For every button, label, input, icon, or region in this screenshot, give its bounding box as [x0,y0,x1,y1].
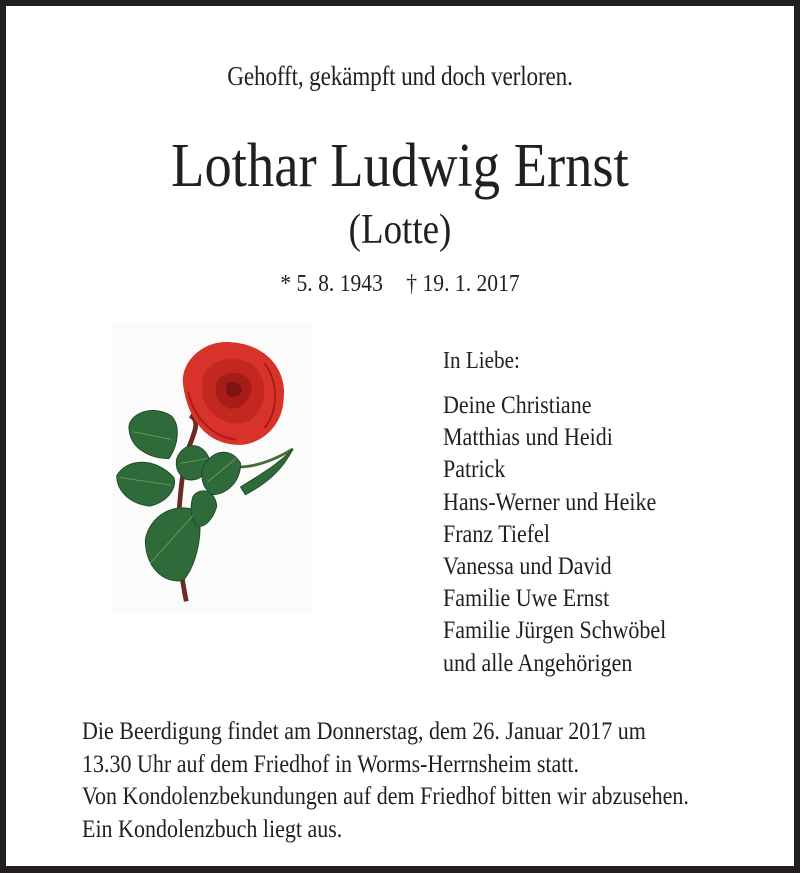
mourner-item: Vanessa und David [443,553,612,581]
mourner-item: Deine Christiane [443,392,592,419]
birth-date: * 5. 8. 1943 [280,271,383,297]
red-rose-icon [112,322,312,614]
mourner-item: Familie Jürgen Schwöbel [443,617,667,645]
mourner-item: Hans-Werner und Heike [443,488,657,516]
mourner-item: Franz Tiefel [443,520,550,548]
life-dates [45,270,754,298]
mourners-heading: In Liebe: [443,348,520,374]
deceased-nickname: (Lotte) [348,207,452,253]
notice-line: Die Beerdigung findet am Donnerstag, dem 26. Januar 2017 um [82,718,646,745]
notice-line: Ein Kondolenzbuch liegt aus. [82,815,343,843]
deceased-name: Lothar Ludwig Ernst [171,132,629,200]
notice-line: 13.30 Uhr auf dem Friedhof in Worms-Herrnsheim statt. [82,750,580,778]
mourners-list [443,346,697,680]
mourner-item: Patrick [443,456,506,484]
mourner-item: Matthias und Heidi [443,424,613,452]
motto: Gehofft, gekämpft und doch verloren. [227,61,573,91]
notice-line: Von Kondolenzbekundungen auf dem Friedhof bitten wir abzusehen. [82,783,689,810]
funeral-notice [82,716,772,846]
mourner-item: und alle Angehörigen [443,649,633,677]
death-date: † 19. 1. 2017 [406,271,520,297]
obituary-card [6,6,794,866]
mourner-item: Familie Uwe Ernst [443,585,610,613]
